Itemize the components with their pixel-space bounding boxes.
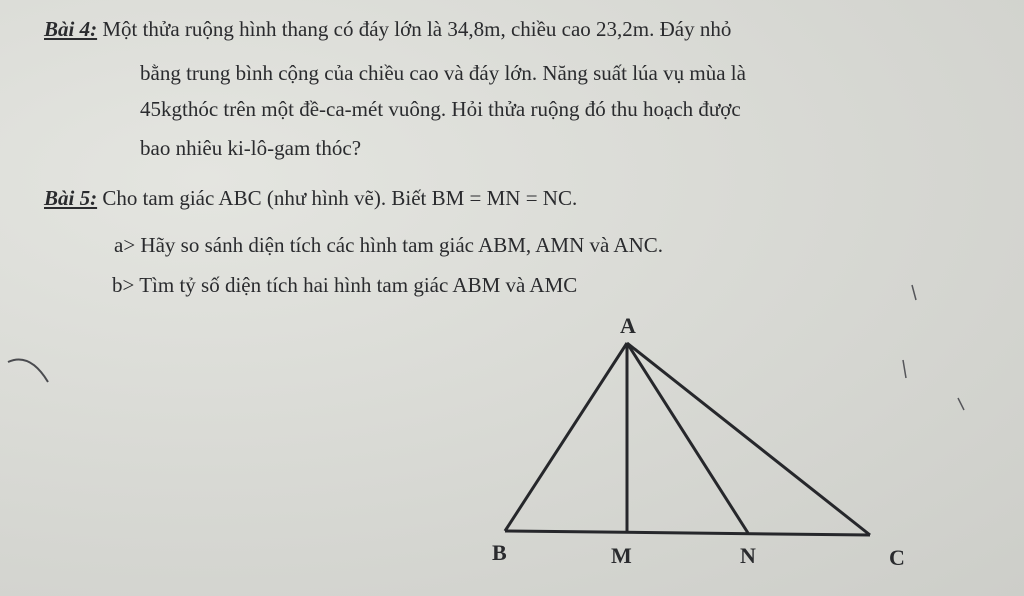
problem4-label: Bài 4: bbox=[44, 17, 98, 41]
problem4-line2: bằng trung bình cộng của chiều cao và đáy lớn. Năng suất lúa vụ mùa là bbox=[140, 61, 746, 85]
segment-AN bbox=[627, 343, 748, 533]
problem5-label: Bài 5: bbox=[44, 186, 98, 210]
vertex-label-C: C bbox=[889, 545, 905, 570]
pen-mark-right bbox=[912, 285, 916, 300]
vertex-label-B: B bbox=[492, 540, 507, 565]
problem5-part-a: a> Hãy so sánh diện tích các hình tam giác ABM, AMN và ANC. bbox=[114, 233, 664, 257]
pen-mark-right-3 bbox=[958, 398, 964, 410]
pen-stroke-left bbox=[8, 360, 48, 383]
segment-BC bbox=[505, 531, 870, 535]
problem4-line3: 45kgthóc trên một đề-ca-mét vuông. Hỏi thửa ruộng đó thu hoạch được bbox=[140, 97, 741, 121]
segment-AB bbox=[505, 343, 627, 531]
problem4-line4: bao nhiêu ki-lô-gam thóc? bbox=[140, 136, 362, 160]
vertex-label-A: A bbox=[620, 313, 636, 338]
vertex-label-N: N bbox=[740, 543, 756, 568]
pen-mark-right-2 bbox=[903, 360, 906, 378]
problem5-intro: Cho tam giác ABC (như hình vẽ). Biết BM = MN = NC. bbox=[102, 186, 578, 210]
problem5-part-b: b> Tìm tỷ số diện tích hai hình tam giác ABM và AMC bbox=[112, 273, 578, 297]
segment-AC bbox=[627, 343, 870, 535]
problem4-text-1: Một thửa ruộng hình thang có đáy lớn là 34,8m, chiều cao 23,2m. Đáy nhỏ bbox=[102, 17, 732, 41]
vertex-label-M: M bbox=[611, 543, 632, 568]
